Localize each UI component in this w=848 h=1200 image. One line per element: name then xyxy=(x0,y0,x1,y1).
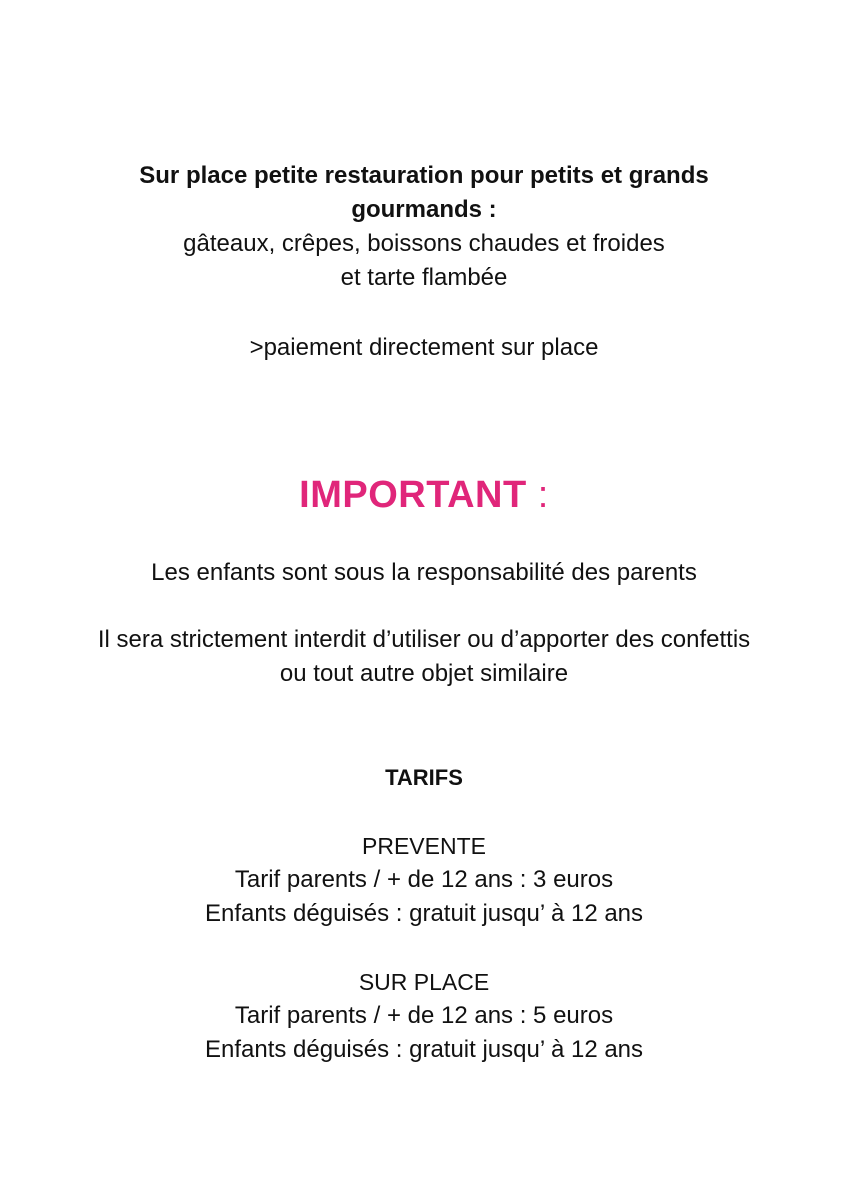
sur-place-children-price: Enfants déguisés : gratuit jusqu’ à 12 ans xyxy=(204,1036,644,1063)
sur-place-label: SUR PLACE xyxy=(358,969,490,995)
prevente-parents-price: Tarif parents / + de 12 ans : 3 euros xyxy=(234,866,614,893)
important-heading-row xyxy=(0,472,848,518)
sur-place-parents-price: Tarif parents / + de 12 ans : 5 euros xyxy=(234,1002,614,1029)
prevente-label: PREVENTE xyxy=(362,833,486,859)
tarifs-title: TARIFS xyxy=(385,765,463,790)
restauration-title-line1: Sur place petite restauration pour petits et grands xyxy=(139,162,709,189)
restauration-items-line2: et tarte flambée xyxy=(340,264,508,291)
prevente-children-price: Enfants déguisés : gratuit jusqu’ à 12 ans xyxy=(204,900,644,927)
confetti-rule-line1: Il sera strictement interdit d’utiliser ou d’apporter des confettis xyxy=(97,626,751,653)
important-colon: : xyxy=(537,474,549,516)
restauration-items-line1: gâteaux, crêpes, boissons chaudes et froides xyxy=(183,230,665,257)
important-heading: IMPORTANT xyxy=(299,474,527,516)
payment-note: >paiement directement sur place xyxy=(249,334,599,361)
responsibility-note: Les enfants sont sous la responsabilité des parents xyxy=(151,559,697,586)
restauration-title-line2: gourmands : xyxy=(351,196,497,223)
confetti-rule-line2: ou tout autre objet similaire xyxy=(279,660,569,687)
